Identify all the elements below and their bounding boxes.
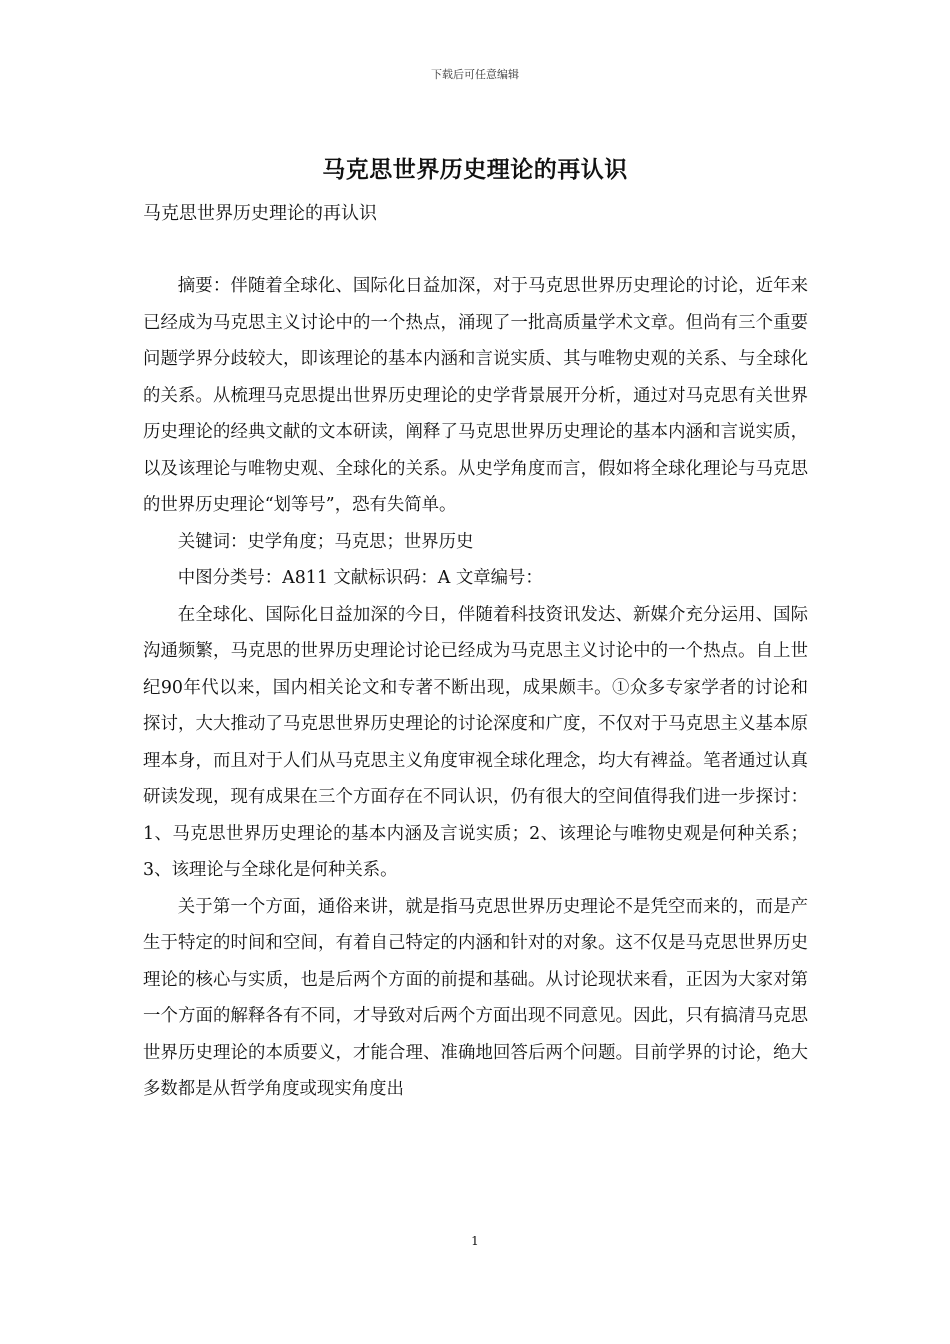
keywords-paragraph: 关键词：史学角度；马克思；世界历史 — [177, 531, 474, 552]
page-header: 下载后可任意编辑 — [431, 68, 519, 81]
body-paragraph: 关于第一个方面，通俗来讲，就是指马克思世界历史理论不是凭空而来的，而是产生于特定的时间和空间，有着自己特定的内涵和针对的对象。这不仅是马克思世界历史理论的核心与实质，也是后两个方面的前提和基础。从讨论现状来看，正因为大家对第一个方面的解释各有不同，才导致对后两个方面出现不同意见。因此，只有搞清马克思世界历史理论的本质要义，才能合理、准确地回答后两个问题。目前学界的讨论，绝大多数都是从哲学角度或现实角度出 — [143, 896, 808, 1099]
page-number: 1 — [471, 1234, 479, 1248]
abstract-paragraph: 摘要：伴随着全球化、国际化日益加深，对于马克思世界历史理论的讨论，近年来已经成为马克思主义讨论中的一个热点，涌现了一批高质量学术文章。但尚有三个重要问题学界分歧较大，即该理论的基本内涵和言说实质、其与唯物史观的关系、与全球化的关系。从梳理马克思提出世界历史理论的史学背景展开分析，通过对马克思有关世界历史理论的经典文献的文本研读，阐释了马克思世界历史理论的基本内涵和言说实质，以及该理论与唯物史观、全球化的关系。从史学角度而言，假如将全球化理论与马克思的世界历史理论“划等号”，恐有失简单。 — [143, 276, 808, 515]
document-title: 马克思世界历史理论的再认识 — [322, 156, 628, 183]
body-paragraph: 在全球化、国际化日益加深的今日，伴随着科技资讯发达、新媒介充分运用、国际沟通频繁，马克思的世界历史理论讨论已经成为马克思主义讨论中的一个热点。自上世纪90年代以来，国内相关论文和专著不断出现，成果颇丰。①众多专家学者的讨论和探讨，大大推动了马克思世界历史理论的讨论深度和广度，不仅对于马克思主义基本原理本身，而且对于人们从马克思主义角度审视全球化理念，均大有裨益。笔者通过认真研读发现，现有成果在三个方面存在不同认识，仍有很大的空间值得我们进一步探讨：1、马克思世界历史理论的基本内涵及言说实质；2、该理论与唯物史观是何种关系；3、该理论与全球化是何种关系。 — [143, 604, 808, 880]
document-body — [143, 268, 808, 1108]
classification-paragraph: 中图分类号：A811 文献标识码：A 文章编号： — [177, 568, 543, 588]
document-subtitle: 马克思世界历史理论的再认识 — [143, 203, 377, 224]
